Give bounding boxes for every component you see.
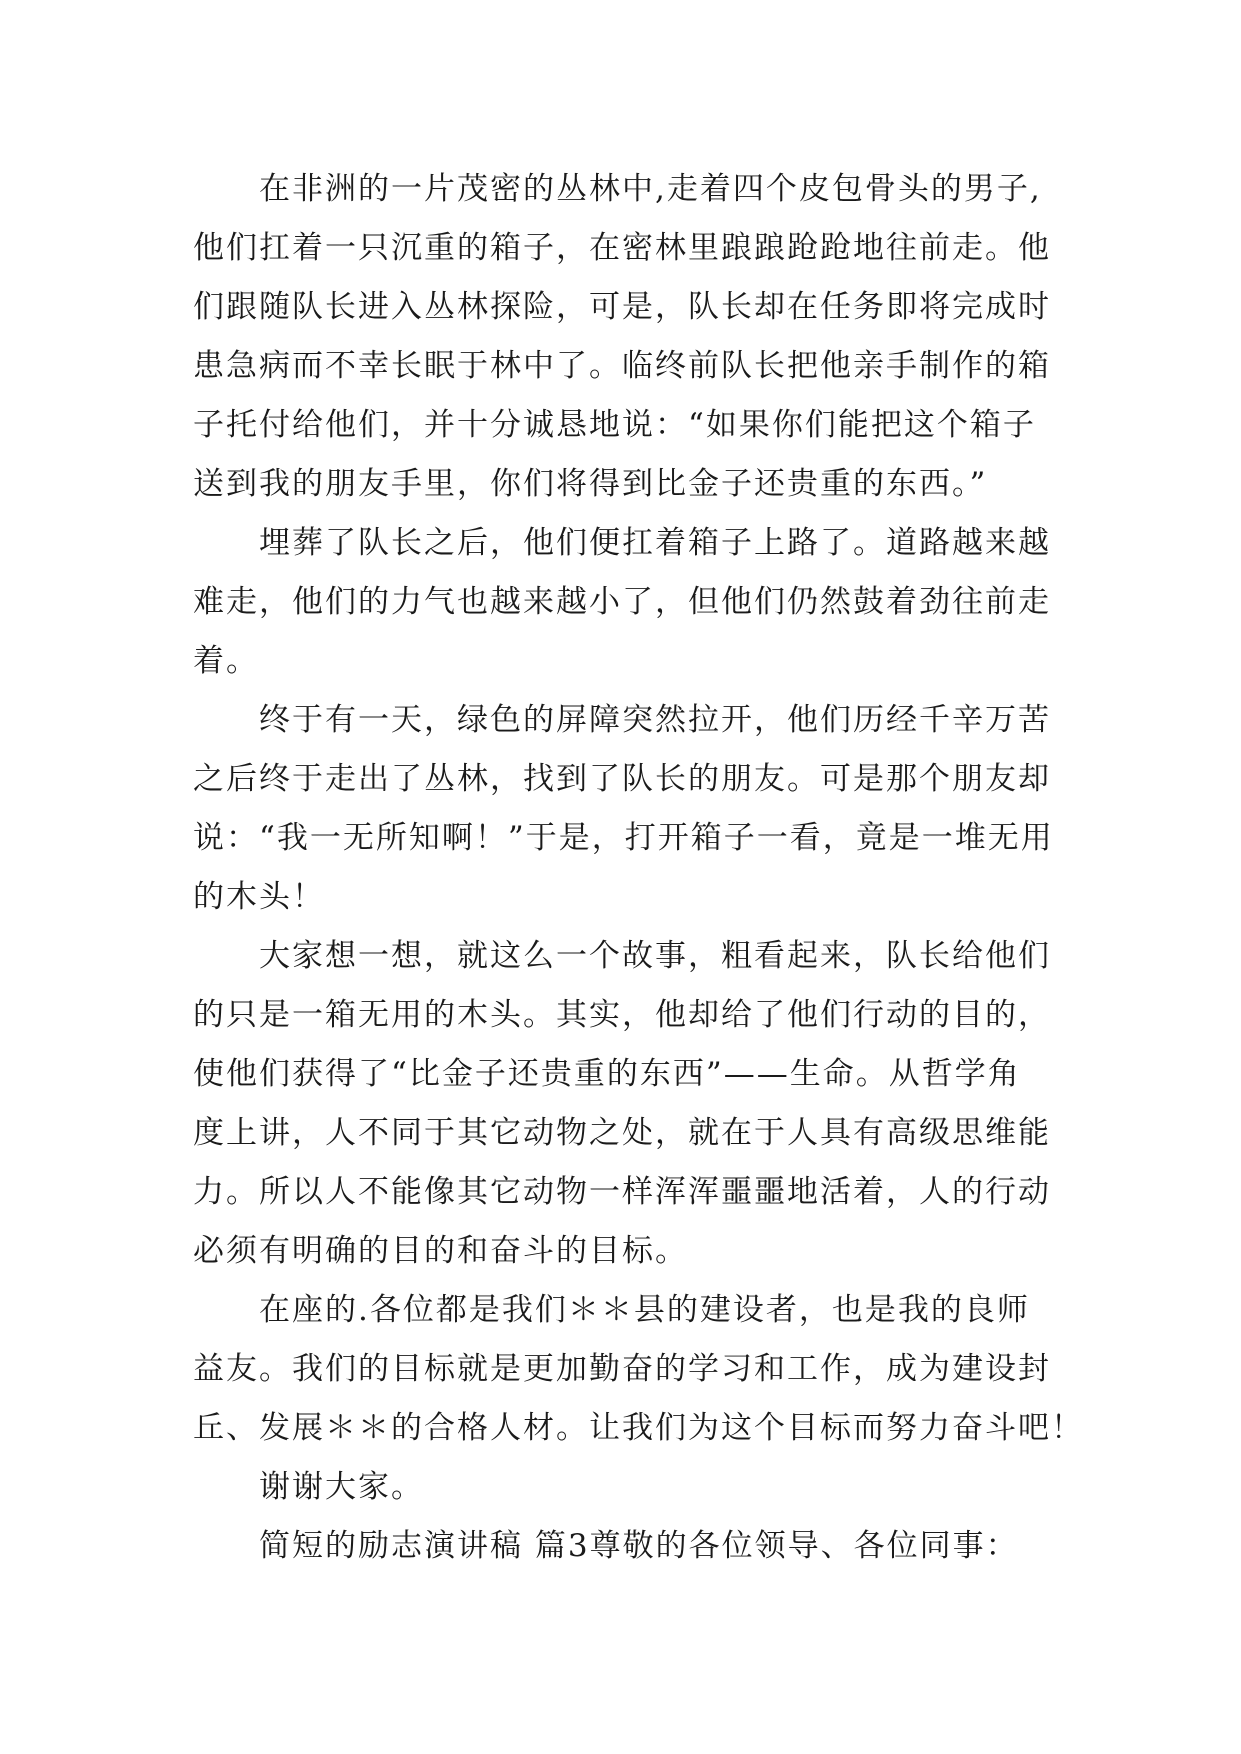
text-line: 在座的.各位都是我们＊＊县的建设者，也是我的良师: [259, 1292, 1030, 1328]
text-line: 简短的励志演讲稿 篇3尊敬的各位领导、各位同事：: [259, 1528, 1019, 1564]
text-line: 说：“我一无所知啊！”于是，打开箱子一看，竟是一堆无用: [193, 820, 1054, 856]
text-line: 子托付给他们，并十分诚恳地说：“如果你们能把这个箱子: [193, 407, 1036, 443]
text-line: 使他们获得了“比金子还贵重的东西”——生命。从哲学角: [193, 1056, 1021, 1092]
text-line: 埋葬了队长之后，他们便扛着箱子上路了。道路越来越: [259, 525, 1051, 561]
text-line: 难走，他们的力气也越来越小了，但他们仍然鼓着劲往前走: [193, 584, 1051, 620]
text-line: 力。所以人不能像其它动物一样浑浑噩噩地活着，人的行动: [193, 1174, 1051, 1210]
text-line: 度上讲，人不同于其它动物之处，就在于人具有高级思维能: [193, 1115, 1051, 1151]
text-line: 之后终于走出了丛林，找到了队长的朋友。可是那个朋友却: [193, 761, 1051, 797]
text-line: 的木头！: [193, 879, 325, 915]
text-line: 他们扛着一只沉重的箱子，在密林里踉踉跄跄地往前走。他: [193, 230, 1051, 266]
text-line: 谢谢大家。: [259, 1469, 424, 1505]
text-line: 患急病而不幸长眠于林中了。临终前队长把他亲手制作的箱: [193, 348, 1051, 384]
text-line: 必须有明确的目的和奋斗的目标。: [193, 1233, 688, 1269]
text-line: 着。: [193, 643, 259, 679]
text-line: 丘、发展＊＊的合格人材。让我们为这个目标而努力奋斗吧！: [193, 1410, 1084, 1446]
text-line: 大家想一想，就这么一个故事，粗看起来，队长给他们: [259, 938, 1051, 974]
body-text: [193, 160, 1093, 1576]
text-line: 送到我的朋友手里，你们将得到比金子还贵重的东西。”: [193, 466, 988, 502]
text-line: 益友。我们的目标就是更加勤奋的学习和工作，成为建设封: [193, 1351, 1051, 1387]
text-line: 们跟随队长进入丛林探险，可是，队长却在任务即将完成时: [193, 289, 1051, 325]
text-line: 在非洲的一片茂密的丛林中,走着四个皮包骨头的男子,: [259, 171, 1042, 207]
text-line: 的只是一箱无用的木头。其实，他却给了他们行动的目的，: [193, 997, 1051, 1033]
text-line: 终于有一天，绿色的屏障突然拉开，他们历经千辛万苦: [259, 702, 1051, 738]
